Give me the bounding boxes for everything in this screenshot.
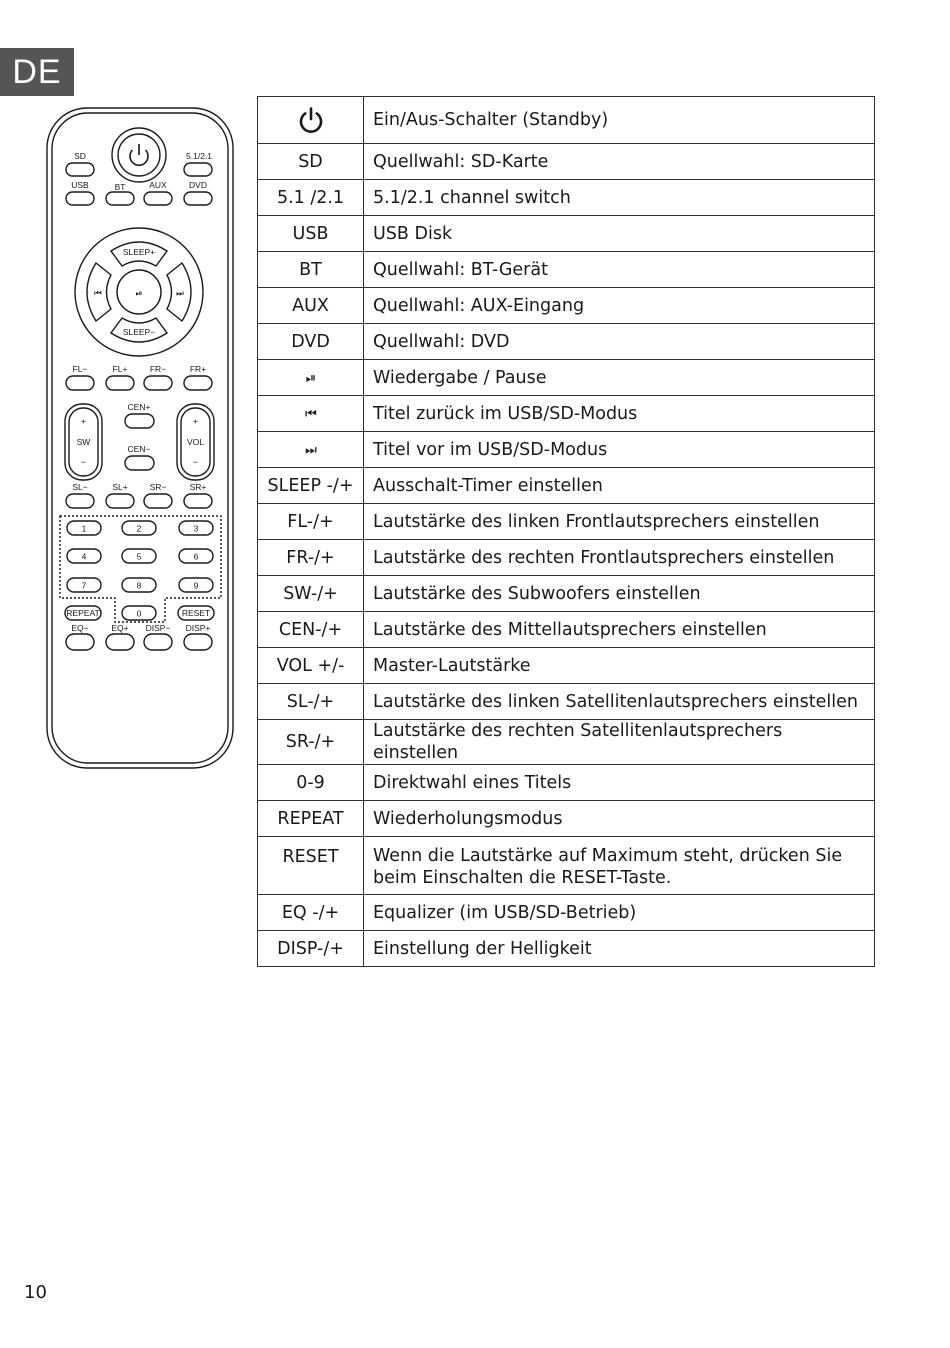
svg-text:DISP−: DISP− <box>145 623 171 633</box>
key-cell: BT <box>258 252 364 288</box>
svg-text:0: 0 <box>136 608 142 619</box>
fr-minus-key <box>144 376 172 390</box>
key-cell: SLEEP -/+ <box>258 468 364 504</box>
svg-text:FR+: FR+ <box>189 364 207 374</box>
key-cell <box>258 360 364 396</box>
cen-plus-key <box>125 414 154 428</box>
table-row <box>258 396 875 432</box>
fl-plus-key <box>106 376 134 390</box>
description-cell: Wiedergabe / Pause <box>364 360 875 396</box>
description-cell: Lautstärke des linken Frontlautsprechers einstellen <box>364 504 875 540</box>
table-row <box>258 504 875 540</box>
key-cell: SL-/+ <box>258 684 364 720</box>
key-cell <box>258 97 364 144</box>
table-row <box>258 612 875 648</box>
table-row <box>258 931 875 967</box>
svg-text:5.1/2.1: 5.1/2.1 <box>186 151 212 161</box>
cen-minus-key <box>125 456 154 470</box>
svg-text:FL+: FL+ <box>112 364 128 374</box>
svg-text:EQ−: EQ− <box>71 623 89 633</box>
svg-text:⏭: ⏭ <box>176 288 184 298</box>
aux-key <box>144 192 172 205</box>
svg-text:8: 8 <box>136 580 142 591</box>
svg-text:EQ+: EQ+ <box>111 623 129 633</box>
svg-text:−: − <box>81 457 86 467</box>
table-row <box>258 216 875 252</box>
key-cell: SW-/+ <box>258 576 364 612</box>
table-row <box>258 765 875 801</box>
svg-text:9: 9 <box>193 580 199 591</box>
remote-control-illustration <box>44 106 236 770</box>
key-function-table <box>257 96 875 967</box>
sl-minus-key <box>66 494 94 508</box>
svg-text:4: 4 <box>81 551 87 562</box>
description-cell: Wenn die Lautstärke auf Maximum steht, drücken Sie beim Einschalten die RESET-Taste. <box>364 837 875 895</box>
bt-key <box>106 192 134 205</box>
table-row <box>258 97 875 144</box>
description-cell: Titel zurück im USB/SD-Modus <box>364 396 875 432</box>
svg-text:USB: USB <box>71 180 89 190</box>
ch-key <box>184 163 212 176</box>
svg-text:REPEAT: REPEAT <box>66 608 100 618</box>
sl-plus-key <box>106 494 134 508</box>
key-cell: CEN-/+ <box>258 612 364 648</box>
eq-minus-key <box>66 634 94 650</box>
fl-minus-key <box>66 376 94 390</box>
svg-text:SL+: SL+ <box>112 482 128 492</box>
svg-text:7: 7 <box>81 580 87 591</box>
svg-text:VOL: VOL <box>186 437 205 447</box>
description-cell: Ein/Aus-Schalter (Standby) <box>364 97 875 144</box>
power-icon <box>296 110 326 130</box>
svg-text:SR+: SR+ <box>189 482 207 492</box>
key-cell: SR-/+ <box>258 720 364 765</box>
table-row <box>258 576 875 612</box>
description-cell: Titel vor im USB/SD-Modus <box>364 432 875 468</box>
skip-forward-icon: ⏭ <box>305 442 316 458</box>
sr-plus-key <box>184 494 212 508</box>
table-row <box>258 432 875 468</box>
description-cell: USB Disk <box>364 216 875 252</box>
description-cell: Wiederholungsmodus <box>364 801 875 837</box>
svg-text:SR−: SR− <box>149 482 167 492</box>
svg-text:CEN−: CEN− <box>127 444 151 454</box>
key-cell: FR-/+ <box>258 540 364 576</box>
key-cell: FL-/+ <box>258 504 364 540</box>
key-cell: AUX <box>258 288 364 324</box>
table-row <box>258 720 875 765</box>
remote-body-outer <box>47 108 233 768</box>
description-cell: Direktwahl eines Titels <box>364 765 875 801</box>
svg-text:2: 2 <box>136 523 142 534</box>
description-cell: Lautstärke des rechten Satellitenlautsprechers einstellen <box>364 720 875 765</box>
fr-plus-key <box>184 376 212 390</box>
description-cell: Lautstärke des Mittellautsprechers einstellen <box>364 612 875 648</box>
table-row <box>258 468 875 504</box>
key-cell: USB <box>258 216 364 252</box>
svg-text:BT: BT <box>114 182 126 192</box>
page-number: 10 <box>24 1282 47 1303</box>
svg-text:3: 3 <box>193 523 199 534</box>
table-row <box>258 648 875 684</box>
svg-text:SLEEP+: SLEEP+ <box>122 247 156 257</box>
svg-text:6: 6 <box>193 551 199 562</box>
key-cell <box>258 396 364 432</box>
table-row <box>258 180 875 216</box>
svg-text:DVD: DVD <box>189 180 207 190</box>
svg-text:FL−: FL− <box>72 364 88 374</box>
svg-text:⏯: ⏯ <box>135 288 143 298</box>
language-tab: DE <box>0 48 74 96</box>
table-row <box>258 801 875 837</box>
svg-text:SLEEP−: SLEEP− <box>122 327 156 337</box>
eq-plus-key <box>106 634 134 650</box>
key-cell: DISP-/+ <box>258 931 364 967</box>
table-row <box>258 360 875 396</box>
table-row <box>258 252 875 288</box>
svg-text:−: − <box>193 457 198 467</box>
dvd-key <box>184 192 212 205</box>
svg-text:1: 1 <box>81 523 87 534</box>
svg-text:+: + <box>193 416 198 426</box>
description-cell: Lautstärke des Subwoofers einstellen <box>364 576 875 612</box>
table-row <box>258 684 875 720</box>
key-cell <box>258 432 364 468</box>
description-cell: Equalizer (im USB/SD-Betrieb) <box>364 895 875 931</box>
svg-text:SL−: SL− <box>72 482 88 492</box>
table-row <box>258 837 875 895</box>
description-cell: Master-Lautstärke <box>364 648 875 684</box>
description-cell: Lautstärke des linken Satellitenlautsprechers einstellen <box>364 684 875 720</box>
key-cell: REPEAT <box>258 801 364 837</box>
key-cell: VOL +/- <box>258 648 364 684</box>
description-cell: Einstellung der Helligkeit <box>364 931 875 967</box>
description-cell: 5.1/2.1 channel switch <box>364 180 875 216</box>
svg-text:AUX: AUX <box>149 180 167 190</box>
svg-text:FR−: FR− <box>149 364 167 374</box>
skip-back-icon: ⏮ <box>305 406 316 422</box>
sr-minus-key <box>144 494 172 508</box>
table-row <box>258 144 875 180</box>
disp-minus-key <box>144 634 172 650</box>
key-cell: 0-9 <box>258 765 364 801</box>
key-cell: SD <box>258 144 364 180</box>
sd-key <box>66 163 94 176</box>
description-cell: Ausschalt-Timer einstellen <box>364 468 875 504</box>
key-cell: RESET <box>258 837 364 895</box>
description-cell: Lautstärke des rechten Frontlautsprechers einstellen <box>364 540 875 576</box>
svg-text:5: 5 <box>136 551 142 562</box>
play-pause-icon: ⏯ <box>305 370 316 386</box>
table-row <box>258 540 875 576</box>
description-cell: Quellwahl: BT-Gerät <box>364 252 875 288</box>
description-cell: Quellwahl: DVD <box>364 324 875 360</box>
usb-key <box>66 192 94 205</box>
svg-text:⏮: ⏮ <box>94 288 102 298</box>
svg-text:RESET: RESET <box>181 608 211 618</box>
svg-text:+: + <box>81 416 86 426</box>
table-row <box>258 895 875 931</box>
svg-text:DISP+: DISP+ <box>185 623 211 633</box>
disp-plus-key <box>184 634 212 650</box>
key-cell: DVD <box>258 324 364 360</box>
key-cell: 5.1 /2.1 <box>258 180 364 216</box>
table-row <box>258 288 875 324</box>
svg-text:CEN+: CEN+ <box>127 402 151 412</box>
svg-text:SD: SD <box>74 151 86 161</box>
table-row <box>258 324 875 360</box>
svg-text:SW: SW <box>76 437 91 447</box>
key-cell: EQ -/+ <box>258 895 364 931</box>
description-cell: Quellwahl: AUX-Eingang <box>364 288 875 324</box>
description-cell: Quellwahl: SD-Karte <box>364 144 875 180</box>
